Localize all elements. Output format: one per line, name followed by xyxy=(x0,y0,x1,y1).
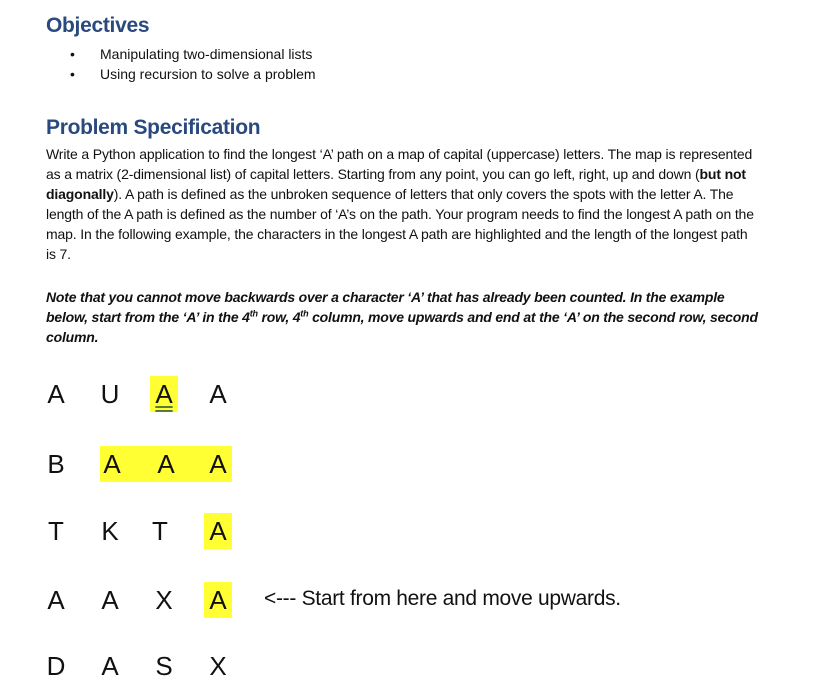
grid-cell: D xyxy=(46,651,66,681)
note-text: row, 4 xyxy=(257,309,301,325)
objectives-heading: Objectives xyxy=(46,14,150,37)
note-superscript: th xyxy=(249,308,258,319)
grid-cell: A xyxy=(101,651,119,681)
spec-text: Write a Python application to find the longest ‘A’ path on a map of capital (uppercase) letters. The map is represented as a matrix (2-dimensional list) of capital letters. Starting from any point, you can go left, right, up and down ( xyxy=(46,146,753,182)
list-item xyxy=(70,44,316,64)
objectives-list xyxy=(70,44,316,84)
start-here-annotation: <--- Start from here and move upwards. xyxy=(264,587,621,610)
grid-cell: B xyxy=(47,449,65,479)
grid-cell: X xyxy=(209,651,227,681)
grid-cell: K xyxy=(101,516,119,546)
grid-cell-highlighted: A xyxy=(209,449,227,479)
list-item xyxy=(70,64,316,84)
grid-cell: A xyxy=(47,379,65,409)
objective-text: Manipulating two-dimensional lists xyxy=(100,46,313,62)
spec-text: ). A path is defined as the unbroken sequence of letters that only covers the spots with the letter A. The length of the A path is defined as the number of ‘A’s on the path. Your program needs to find the longest A path on the map. In the following example, the characters in the longest A path are highlighted and the length of the longest path is 7. xyxy=(46,186,754,262)
grid-cell: A xyxy=(101,585,119,615)
grid-cell-highlighted xyxy=(150,376,178,412)
grid-cell: T xyxy=(48,516,64,546)
grid-cell: T xyxy=(152,516,168,546)
grid-cell-letter: A xyxy=(155,379,173,409)
grid-cell: U xyxy=(100,379,120,409)
grid-cell-highlighted: A xyxy=(157,449,175,479)
problem-specification-heading: Problem Specification xyxy=(46,116,261,139)
grid-cell: A xyxy=(209,379,227,409)
objective-text: Using recursion to solve a problem xyxy=(100,66,316,82)
grid-cell-highlighted: A xyxy=(204,582,232,618)
note-text: Note that you cannot move backwards over a character ‘A’ that has already been counted. In the example below, start from the ‘A’ in the 4 xyxy=(46,289,725,325)
specification-paragraph xyxy=(46,144,756,264)
grid-cell: X xyxy=(155,585,173,615)
note-paragraph xyxy=(46,287,766,347)
bullet-icon: • xyxy=(70,66,75,82)
grid-cell: S xyxy=(155,651,173,681)
spec-bold-text: but not diagonally xyxy=(46,166,746,202)
grid-cell-highlighted: A xyxy=(103,449,121,479)
grid-cell-highlighted: A xyxy=(204,513,232,549)
grid-cell: A xyxy=(47,585,65,615)
bullet-icon: • xyxy=(70,46,75,62)
note-superscript: th xyxy=(300,308,309,319)
note-text: column, move upwards and end at the ‘A’ on the second row, second column. xyxy=(46,309,758,345)
